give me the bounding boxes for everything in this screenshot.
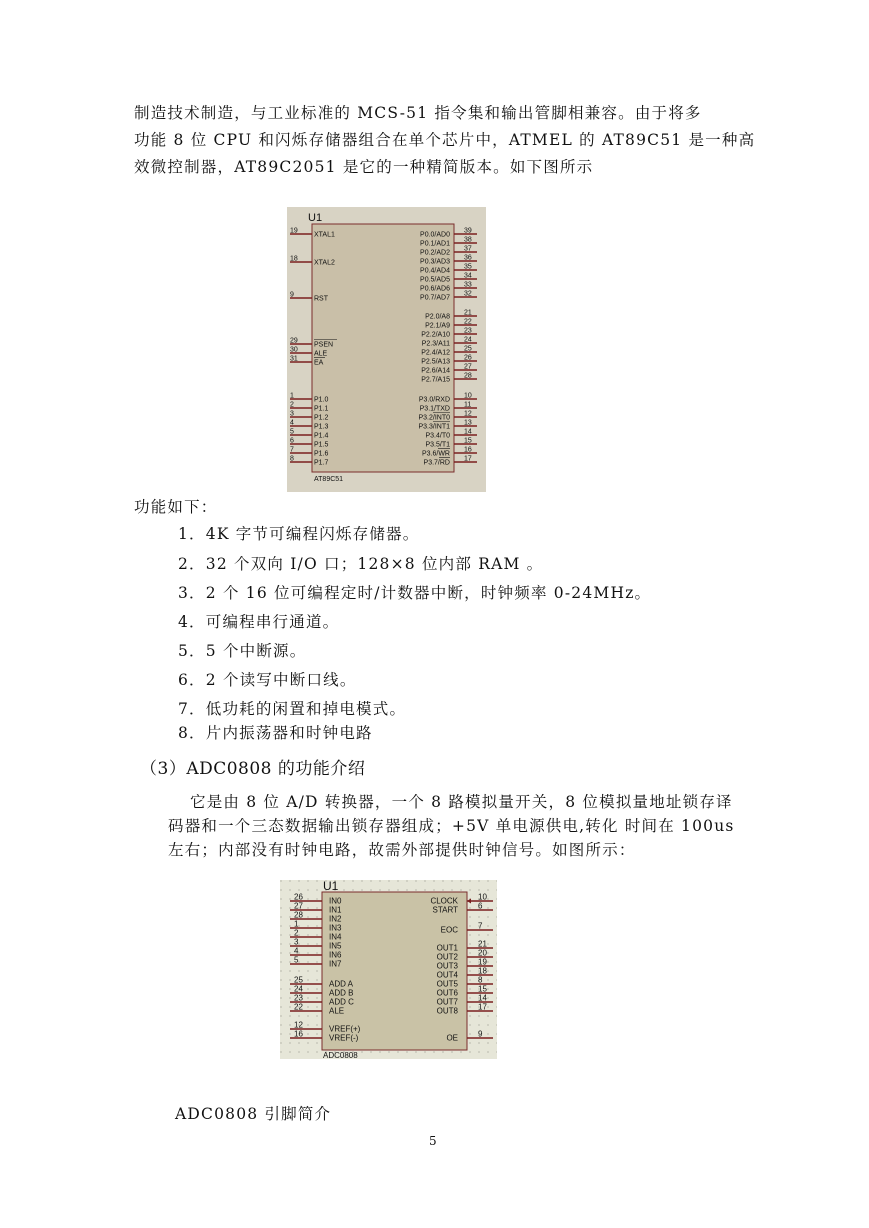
pin-label: PSEN [314, 341, 334, 349]
pin-label: EOC [440, 925, 458, 935]
pin-number: 25 [294, 975, 303, 985]
pin-number: 12 [464, 410, 472, 418]
pin-number: 3 [290, 410, 294, 418]
pin-number: 36 [464, 254, 472, 262]
pin-label: P1.0 [314, 396, 329, 404]
pin-label: P2.6/A14 [421, 367, 450, 375]
pin-label: P0.1/AD1 [420, 240, 450, 248]
pin-number: 4 [290, 419, 294, 427]
pin-number: 31 [290, 355, 298, 363]
page-number: 5 [429, 1134, 437, 1148]
adc0808-caption: ADC0808 引脚简介 [175, 1105, 332, 1123]
pin-label: P0.5/AD5 [420, 276, 450, 284]
pin-number: 7 [478, 921, 483, 931]
pin-number: 7 [290, 446, 294, 454]
pin-label: P2.3/A11 [421, 340, 450, 348]
pin-label: P0.7/AD7 [420, 294, 450, 302]
intro-line-3: 效微控制器，AT89C2051 是它的一种精简版本。如下图所示 [134, 158, 594, 176]
pin-label: P0.6/AD6 [420, 285, 450, 293]
pin-number: 16 [294, 1029, 303, 1039]
pin-number: 5 [290, 428, 294, 436]
pin-number: 1 [294, 919, 299, 929]
pin-label: OE [446, 1033, 458, 1043]
pin-label: ALE [314, 350, 328, 358]
at89c51-designator: U1 [308, 212, 323, 224]
pin-label: P2.7/A15 [421, 376, 450, 384]
pin-number: 4 [294, 946, 299, 956]
pin-number: 18 [290, 255, 298, 263]
pin-number: 22 [294, 1002, 303, 1012]
feature-item: 6．2 个读写中断口线。 [178, 671, 357, 689]
adc0808-part-name: ADC0808 [323, 1051, 358, 1059]
adc0808-schematic [280, 880, 497, 1063]
pin-number: 27 [294, 901, 303, 911]
pin-label: P1.2 [314, 414, 329, 422]
pin-label: IN4 [329, 932, 342, 942]
pin-label: P3.4/T0 [425, 432, 450, 440]
pin-label: P2.2/A10 [421, 331, 450, 339]
pin-number: 11 [464, 401, 472, 409]
feature-item: 8．片内振荡器和时钟电路 [178, 724, 373, 742]
pin-number: 21 [464, 309, 472, 317]
pin-number: 20 [478, 948, 487, 958]
pin-number: 5 [294, 955, 299, 965]
pin-number: 2 [290, 401, 294, 409]
pin-label: P1.4 [314, 432, 329, 440]
pin-label: P2.4/A12 [421, 349, 450, 357]
pin-label: IN3 [329, 923, 342, 933]
pin-number: 10 [478, 892, 487, 902]
section-heading: （3）ADC0808 的功能介绍 [140, 759, 366, 779]
feature-item: 5．5 个中断源。 [178, 642, 307, 660]
pin-number: 26 [294, 892, 303, 902]
feature-item: 2．32 个双向 I/O 口；128×8 位内部 RAM 。 [178, 555, 544, 573]
pin-number: 30 [290, 346, 298, 354]
pin-number: 37 [464, 245, 472, 253]
pin-number: 17 [478, 1002, 487, 1012]
pin-label: P0.3/AD3 [420, 258, 450, 266]
pin-label: IN1 [329, 905, 342, 915]
pin-label: P3.2/INT0 [418, 414, 450, 422]
pin-label: EA [314, 359, 324, 367]
pin-label: RST [314, 295, 328, 303]
adc-paragraph-line-2: 码器和一个三态数据输出锁存器组成；+5V 单电源供电,转化 时间在 100us [168, 817, 735, 835]
pin-label: OUT5 [436, 979, 458, 989]
pin-number: 14 [464, 428, 472, 436]
pin-label: P2.0/A8 [425, 313, 450, 321]
pin-label: XTAL1 [314, 231, 335, 239]
pin-number: 6 [290, 437, 294, 445]
pin-label: START [432, 905, 458, 915]
pin-label: OUT7 [436, 997, 458, 1007]
pin-number: 22 [464, 318, 472, 326]
pin-number: 19 [478, 957, 487, 967]
pin-label: P3.5/T1 [425, 441, 450, 449]
pin-label: P3.7/RD [423, 459, 450, 467]
pin-label: P1.7 [314, 459, 329, 467]
pin-label: IN6 [329, 950, 342, 960]
pin-label: IN2 [329, 914, 342, 924]
pin-label: OUT1 [436, 943, 458, 953]
pin-number: 33 [464, 281, 472, 289]
pin-number: 8 [478, 975, 483, 985]
pin-number: 25 [464, 345, 472, 353]
pin-number: 24 [294, 984, 303, 994]
pin-label: XTAL2 [314, 259, 335, 267]
pin-number: 9 [478, 1029, 483, 1039]
pin-number: 26 [464, 354, 472, 362]
pin-number: 19 [290, 227, 298, 235]
features-label: 功能如下： [134, 498, 218, 516]
pin-number: 38 [464, 236, 472, 244]
pin-label: P0.4/AD4 [420, 267, 450, 275]
pin-number: 29 [290, 337, 298, 345]
pin-number: 9 [290, 291, 294, 299]
pin-number: 1 [290, 392, 294, 400]
intro-line-2: 功能 8 位 CPU 和闪烁存储器组合在单个芯片中，ATMEL 的 AT89C51 是一种高 [134, 131, 756, 149]
pin-number: 28 [294, 910, 303, 920]
pin-number: 8 [290, 455, 294, 463]
pin-label: P3.0/RXD [418, 396, 450, 404]
pin-number: 16 [464, 446, 472, 454]
pin-number: 28 [464, 372, 472, 380]
pin-number: 13 [464, 419, 472, 427]
pin-label: OUT8 [436, 1006, 458, 1016]
pin-label: P2.5/A13 [421, 358, 450, 366]
pin-number: 35 [464, 263, 472, 271]
pin-label: OUT6 [436, 988, 458, 998]
feature-item: 1．4K 字节可编程闪烁存储器。 [178, 525, 420, 543]
pin-label: CLOCK [430, 896, 458, 906]
pin-number: 3 [294, 937, 299, 947]
pin-number: 17 [464, 455, 472, 463]
pin-label: P0.0/AD0 [420, 231, 450, 239]
pin-number: 10 [464, 392, 472, 400]
pin-label: OUT4 [436, 970, 458, 980]
pin-label: VREF(-) [329, 1033, 359, 1043]
pin-number: 32 [464, 290, 472, 298]
pin-number: 15 [464, 437, 472, 445]
pin-number: 23 [294, 993, 303, 1003]
pin-label: ALE [329, 1006, 345, 1016]
pin-number: 6 [478, 901, 483, 911]
pin-label: OUT2 [436, 952, 458, 962]
pin-number: 15 [478, 984, 487, 994]
pin-label: IN5 [329, 941, 342, 951]
adc-paragraph-line-3: 左右；内部没有时钟电路，故需外部提供时钟信号。如图所示： [168, 841, 636, 859]
pin-number: 12 [294, 1020, 303, 1030]
pin-label: OUT3 [436, 961, 458, 971]
pin-label: P1.3 [314, 423, 329, 431]
pin-number: 34 [464, 272, 472, 280]
pin-label: P1.6 [314, 450, 329, 458]
pin-label: P3.1/TXD [419, 405, 450, 413]
pin-label: P2.1/A9 [425, 322, 450, 330]
pin-number: 2 [294, 928, 299, 938]
pin-number: 27 [464, 363, 472, 371]
pin-number: 39 [464, 227, 472, 235]
pin-number: 24 [464, 336, 472, 344]
at89c51-schematic [287, 207, 486, 496]
pin-label: P1.5 [314, 441, 329, 449]
pin-label: ADD B [329, 988, 354, 998]
pin-number: 23 [464, 327, 472, 335]
pin-label: P3.6/WR [421, 450, 450, 458]
pin-label: ADD A [329, 979, 354, 989]
pin-number: 21 [478, 939, 487, 949]
adc0808-designator: U1 [323, 880, 339, 893]
feature-item: 7．低功耗的闲置和掉电模式。 [178, 700, 407, 718]
feature-item: 3．2 个 16 位可编程定时/计数器中断，时钟频率 0-24MHz。 [178, 584, 652, 602]
pin-number: 14 [478, 993, 487, 1003]
intro-line-1: 制造技术制造，与工业标准的 MCS-51 指令集和输出管脚相兼容。由于将多 [134, 104, 702, 122]
adc-paragraph-line-1: 它是由 8 位 A/D 转换器，一个 8 路模拟量开关，8 位模拟量地址锁存译 [190, 793, 733, 811]
pin-label: P0.2/AD2 [420, 249, 450, 257]
pin-label: IN7 [329, 959, 342, 969]
pin-label: P3.3/INT1 [418, 423, 450, 431]
pin-label: IN0 [329, 896, 342, 906]
feature-item: 4．可编程串行通道。 [178, 613, 340, 631]
pin-label: VREF(+) [329, 1024, 361, 1034]
pin-number: 18 [478, 966, 487, 976]
pin-label: ADD C [329, 997, 354, 1007]
pin-label: P1.1 [314, 405, 329, 413]
at89c51-part-name: AT89C51 [314, 476, 344, 483]
